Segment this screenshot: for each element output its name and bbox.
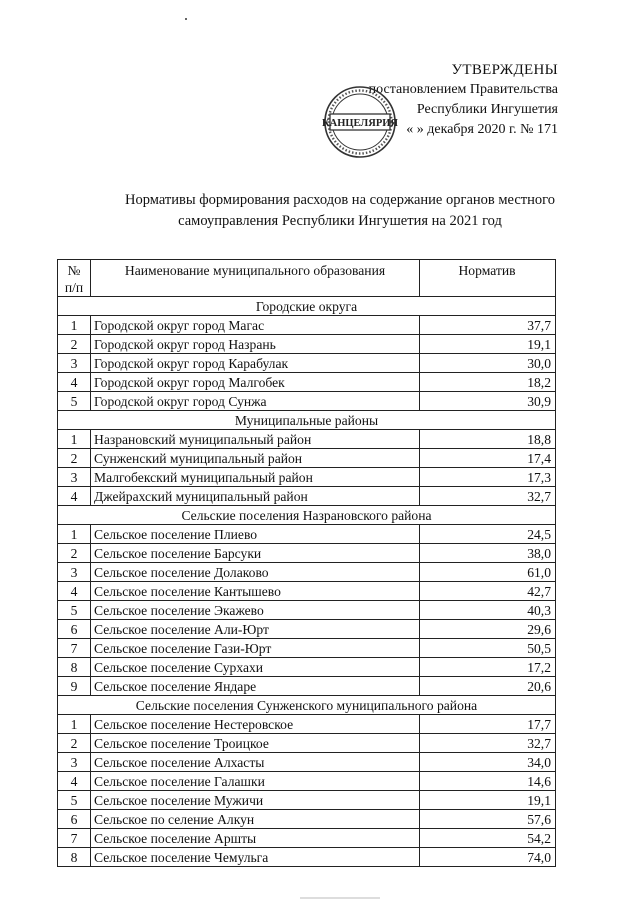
- row-value: 57,6: [420, 810, 556, 829]
- header-name: Наименование муниципального образования: [91, 260, 420, 297]
- section-row: [58, 297, 556, 316]
- section-row: [58, 696, 556, 715]
- row-number: 8: [58, 658, 91, 677]
- table-row: [58, 430, 556, 449]
- row-value: 30,0: [420, 354, 556, 373]
- row-number: 7: [58, 829, 91, 848]
- chancellery-stamp: [322, 84, 398, 160]
- row-number: 4: [58, 373, 91, 392]
- row-number: 2: [58, 449, 91, 468]
- row-number: 1: [58, 715, 91, 734]
- table-row: [58, 658, 556, 677]
- row-value: 17,3: [420, 468, 556, 487]
- document-title-line-2: самоуправления Республики Ингушетия на 2021 год: [178, 213, 502, 229]
- row-number: 1: [58, 430, 91, 449]
- table-row: [58, 392, 556, 411]
- row-number: 6: [58, 810, 91, 829]
- row-name: Городской округ город Магас: [91, 316, 420, 335]
- row-number: 5: [58, 392, 91, 411]
- row-name: Сельское по селение Алкун: [91, 810, 420, 829]
- table-row: [58, 582, 556, 601]
- section-title: Городские округа: [58, 297, 556, 316]
- table-row: [58, 525, 556, 544]
- table-row: [58, 772, 556, 791]
- table-row: [58, 677, 556, 696]
- row-value: 37,7: [420, 316, 556, 335]
- row-value: 29,6: [420, 620, 556, 639]
- row-name: Городской округ город Сунжа: [91, 392, 420, 411]
- table-row: [58, 620, 556, 639]
- row-value: 17,4: [420, 449, 556, 468]
- row-value: 24,5: [420, 525, 556, 544]
- approval-line-3: « » декабря 2020 г. № 171: [406, 122, 558, 137]
- section-title: Муниципальные районы: [58, 411, 556, 430]
- table-row: [58, 468, 556, 487]
- table-row: [58, 563, 556, 582]
- row-number: 1: [58, 525, 91, 544]
- table-row: [58, 753, 556, 772]
- row-name: Сельское поселение Гази-Юрт: [91, 639, 420, 658]
- row-value: 40,3: [420, 601, 556, 620]
- row-value: 18,2: [420, 373, 556, 392]
- row-number: 7: [58, 639, 91, 658]
- row-number: 2: [58, 335, 91, 354]
- table-row: [58, 848, 556, 867]
- table-row: [58, 544, 556, 563]
- row-name: Сунженский муниципальный район: [91, 449, 420, 468]
- row-number: 3: [58, 468, 91, 487]
- row-name: Сельское поселение Алхасты: [91, 753, 420, 772]
- row-value: 50,5: [420, 639, 556, 658]
- document-title-line-1: Нормативы формирования расходов на содержание органов местного: [125, 192, 555, 208]
- row-number: 5: [58, 791, 91, 810]
- row-number: 4: [58, 582, 91, 601]
- table-row: [58, 487, 556, 506]
- row-name: Назрановский муниципальный район: [91, 430, 420, 449]
- table-row: [58, 829, 556, 848]
- table-row: [58, 335, 556, 354]
- row-number: 2: [58, 734, 91, 753]
- row-name: Городской округ город Назрань: [91, 335, 420, 354]
- table-row: [58, 810, 556, 829]
- row-value: 19,1: [420, 791, 556, 810]
- row-name: Сельское поселение Троицкое: [91, 734, 420, 753]
- row-name: Сельское поселение Яндаре: [91, 677, 420, 696]
- header-num: № п/п: [58, 260, 91, 297]
- table-row: [58, 734, 556, 753]
- row-number: 9: [58, 677, 91, 696]
- row-name: Сельское поселение Галашки: [91, 772, 420, 791]
- row-number: 4: [58, 772, 91, 791]
- row-value: 32,7: [420, 734, 556, 753]
- row-name: Малгобекский муниципальный район: [91, 468, 420, 487]
- row-name: Сельское поселение Барсуки: [91, 544, 420, 563]
- table-row: [58, 354, 556, 373]
- table-header-row: [58, 260, 556, 297]
- row-name: Сельское поселение Нестеровское: [91, 715, 420, 734]
- row-value: 19,1: [420, 335, 556, 354]
- scan-speck: [185, 18, 187, 20]
- row-value: 54,2: [420, 829, 556, 848]
- row-value: 42,7: [420, 582, 556, 601]
- scan-edge-mark: [300, 897, 380, 899]
- table-row: [58, 639, 556, 658]
- table-body: [58, 297, 556, 867]
- table-row: [58, 373, 556, 392]
- row-value: 14,6: [420, 772, 556, 791]
- row-name: Сельское поселение Али-Юрт: [91, 620, 420, 639]
- row-number: 5: [58, 601, 91, 620]
- section-row: [58, 506, 556, 525]
- row-value: 32,7: [420, 487, 556, 506]
- approval-line-2: Республики Ингушетия: [416, 102, 558, 117]
- row-value: 17,7: [420, 715, 556, 734]
- approval-line-1: постановлением Правительства: [368, 82, 558, 97]
- row-name: Городской округ город Карабулак: [91, 354, 420, 373]
- row-value: 30,9: [420, 392, 556, 411]
- row-value: 74,0: [420, 848, 556, 867]
- row-name: Сельское поселение Мужичи: [91, 791, 420, 810]
- row-name: Сельское поселение Экажево: [91, 601, 420, 620]
- row-name: Городской округ город Малгобек: [91, 373, 420, 392]
- row-number: 3: [58, 354, 91, 373]
- table-row: [58, 316, 556, 335]
- row-value: 38,0: [420, 544, 556, 563]
- row-name: Джейрахский муниципальный район: [91, 487, 420, 506]
- table-row: [58, 449, 556, 468]
- row-number: 1: [58, 316, 91, 335]
- row-number: 4: [58, 487, 91, 506]
- row-name: Сельское поселение Кантышево: [91, 582, 420, 601]
- row-name: Сельское поселение Долаково: [91, 563, 420, 582]
- table-row: [58, 791, 556, 810]
- row-number: 8: [58, 848, 91, 867]
- row-value: 20,6: [420, 677, 556, 696]
- row-name: Сельское поселение Сурхахи: [91, 658, 420, 677]
- section-row: [58, 411, 556, 430]
- row-number: 3: [58, 563, 91, 582]
- section-title: Сельские поселения Сунженского муниципального района: [58, 696, 556, 715]
- table-row: [58, 601, 556, 620]
- stamp-text: КАНЦЕЛЯРИЯ: [322, 118, 398, 129]
- row-name: Сельское поселение Чемульга: [91, 848, 420, 867]
- row-value: 18,8: [420, 430, 556, 449]
- row-value: 17,2: [420, 658, 556, 677]
- norms-table: [57, 259, 556, 867]
- row-number: 2: [58, 544, 91, 563]
- document-title: [60, 190, 620, 232]
- row-name: Сельское поселение Плиево: [91, 525, 420, 544]
- header-value: Норматив: [420, 260, 556, 297]
- approval-title: УТВЕРЖДЕНЫ: [451, 62, 558, 78]
- row-number: 6: [58, 620, 91, 639]
- table-row: [58, 715, 556, 734]
- row-name: Сельское поселение Аршты: [91, 829, 420, 848]
- section-title: Сельские поселения Назрановского района: [58, 506, 556, 525]
- row-number: 3: [58, 753, 91, 772]
- row-value: 61,0: [420, 563, 556, 582]
- row-value: 34,0: [420, 753, 556, 772]
